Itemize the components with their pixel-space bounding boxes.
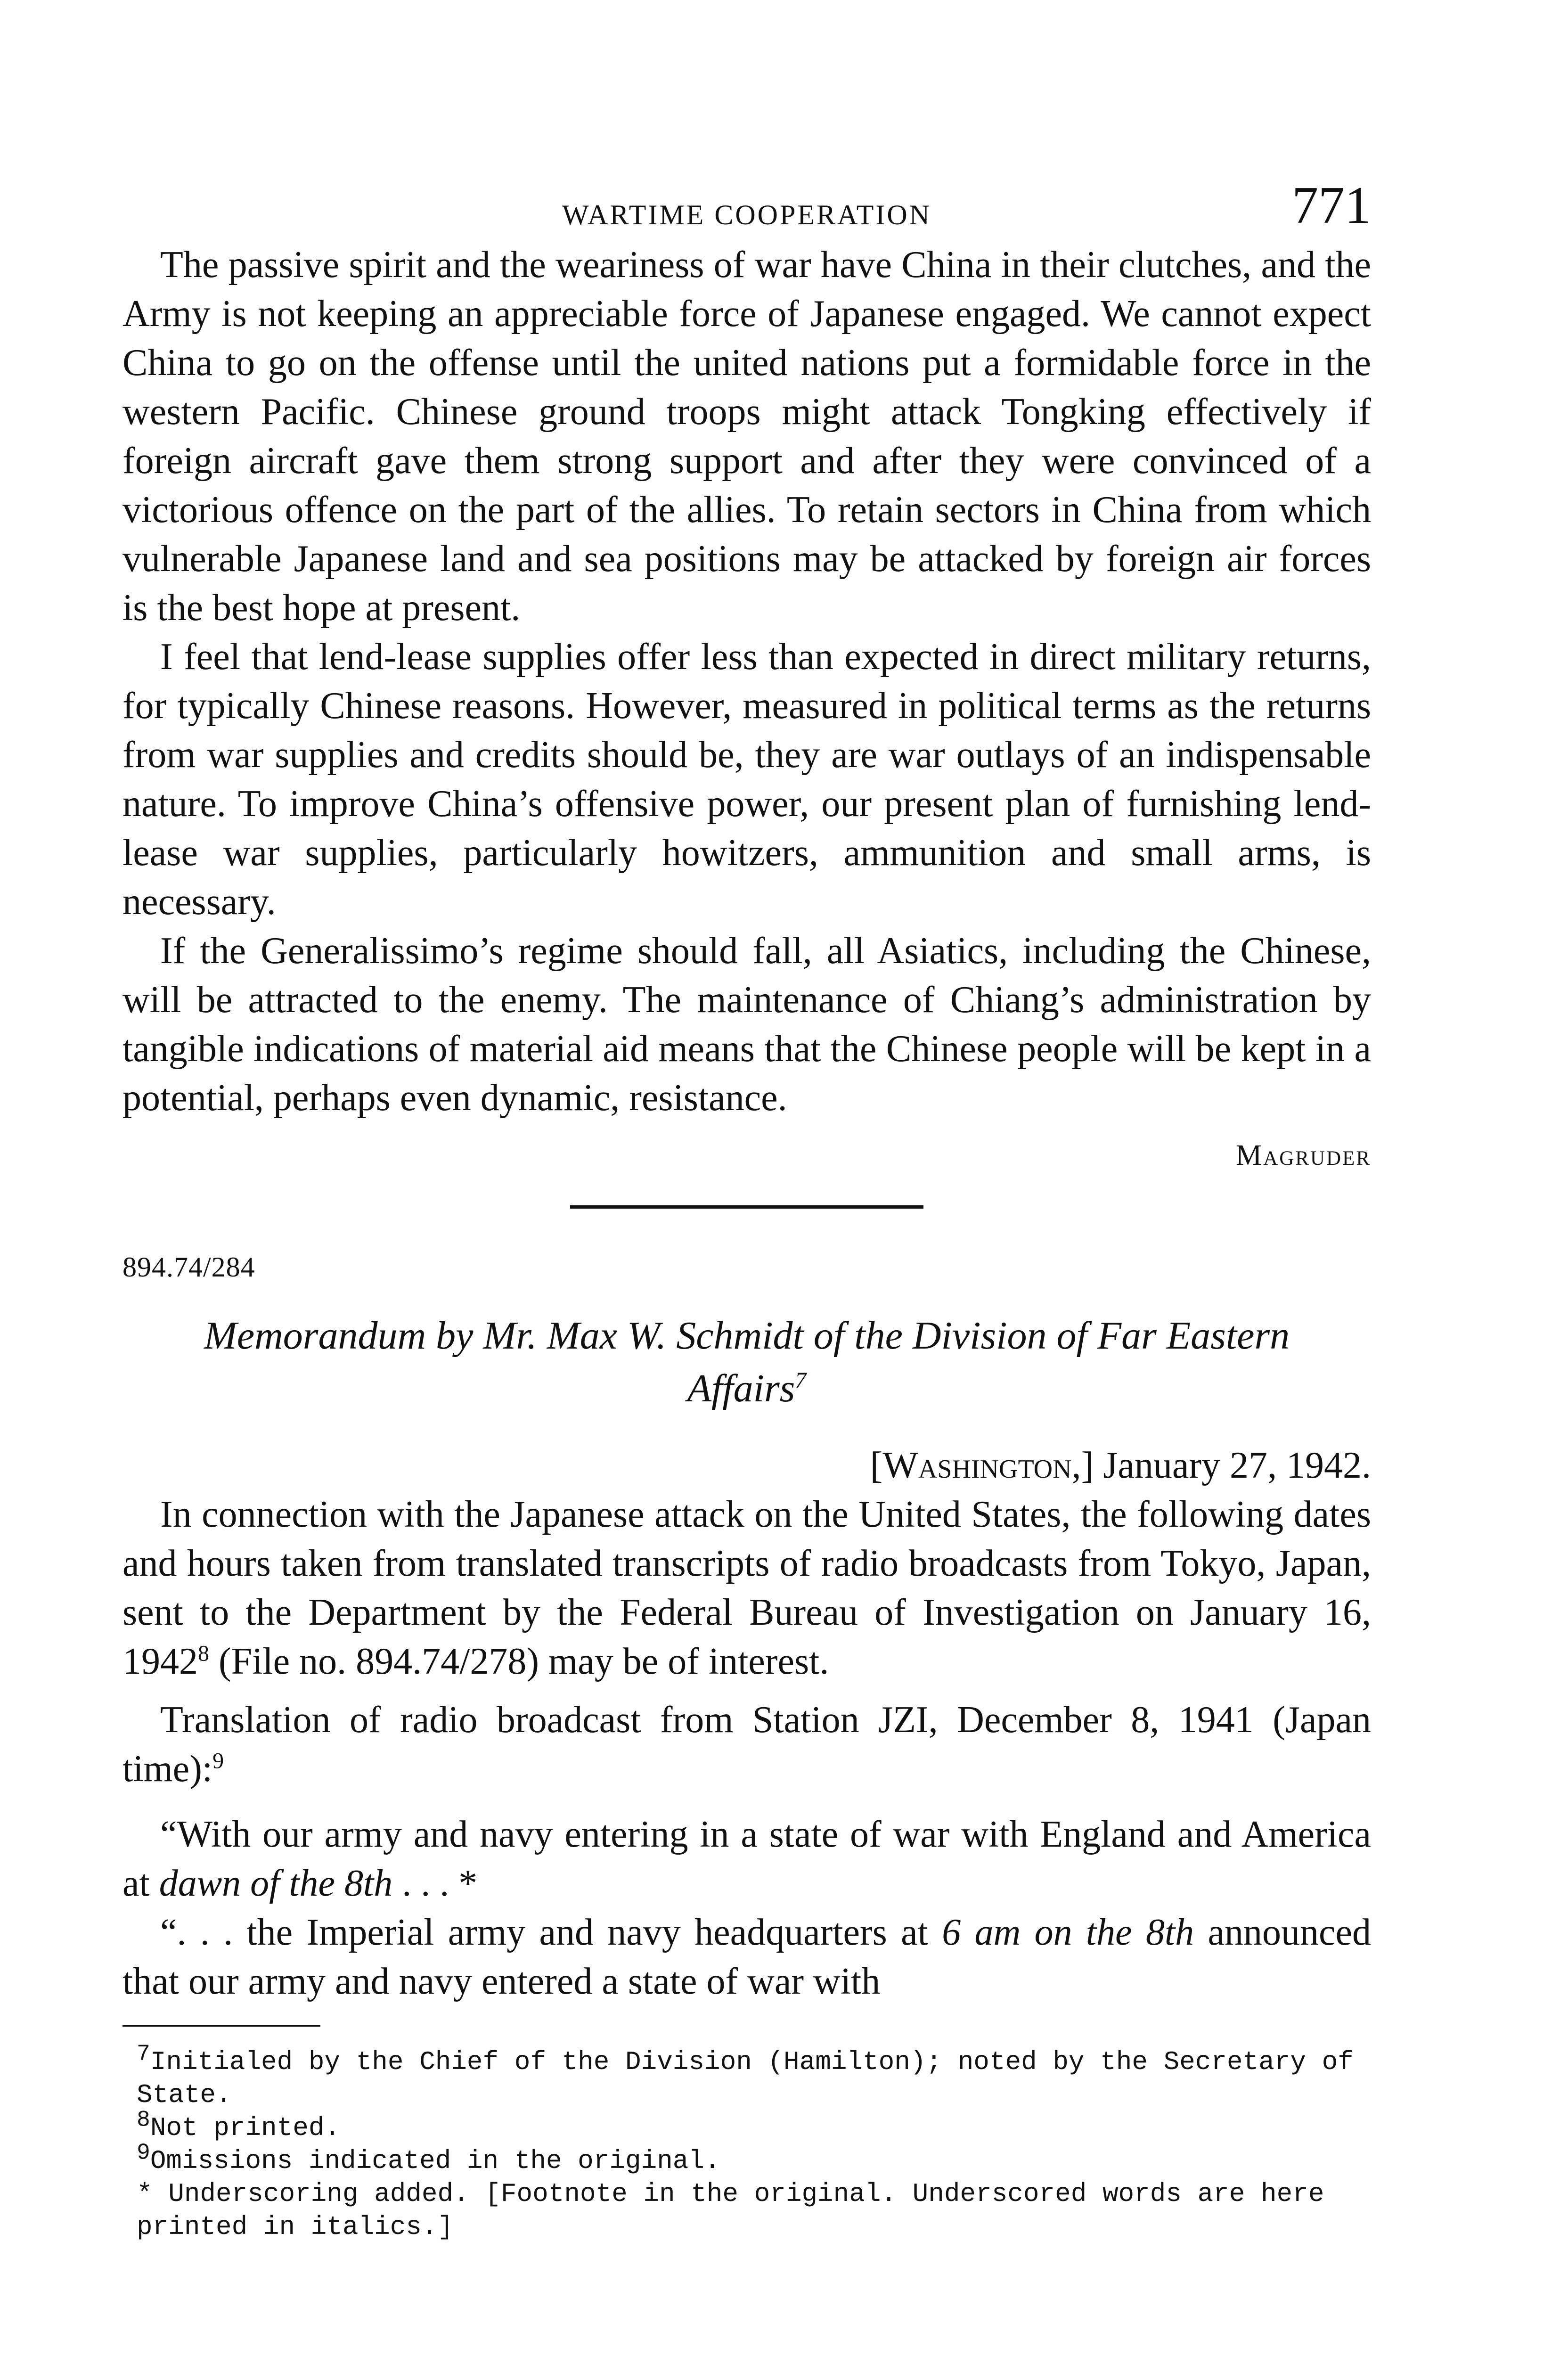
footnote-ref-8: 8: [198, 1641, 209, 1666]
footnote-asterisk: * Underscoring added. [Footnote in the original. Underscored words are here printed in italics.]: [137, 2179, 1324, 2242]
memo-paragraph-2: Translation of radio broadcast from Station JZI, December 8, 1941 (Japan time):$^9$: [122, 1699, 1371, 1790]
footnote-ref-7: 7: [795, 1368, 807, 1393]
letter-paragraph-3: If the Generalissimo’s regime should fall, all Asiatics, including the Chinese, will be attracted to the enemy. The maintenance of Chiang’s administration by tangible indications of material aid means that the Chinese people will be kept in a potential, perhaps even dynamic, resistance.: [122, 930, 1371, 1119]
footnote-9: $^9$Omissions indicated in the original.: [137, 2140, 720, 2176]
running-header: [122, 176, 1371, 240]
page-number: 771: [1292, 176, 1371, 235]
file-number: 894.74/284: [122, 1252, 255, 1283]
document-page: [122, 176, 1372, 2243]
memo-title-line-2: Affairs: [687, 1366, 795, 1410]
footnote-8: $^8$Not printed.: [137, 2107, 341, 2143]
signature: Magruder: [1236, 1139, 1371, 1171]
dateline-date: January 27, 1942.: [1103, 1445, 1371, 1486]
quote-1: “With our army and navy entering in a state of war with England and America at dawn of the 8th . . . *: [122, 1814, 1371, 1904]
letter-body: [122, 240, 1371, 1172]
quote-1-italic: dawn of the 8th: [159, 1863, 393, 1904]
footnote-7: $^7$Initialed by the Chief of the Division (Hamilton); noted by the Secretary of State.: [137, 2041, 1354, 2110]
quote-2: “. . . the Imperial army and navy headquarters at 6 am on the 8th announced that our army and navy entered a state of war with: [122, 1912, 1372, 2002]
footnotes: [122, 2041, 1371, 2243]
quote-2-italic: 6 am on the 8th: [942, 1912, 1194, 1953]
letter-paragraph-2: I feel that lend-lease supplies offer less than expected in direct military returns, for typically Chinese reasons. However, measured in political terms as the returns from war supplies and credits should be, they are war outlays of an indispensable nature. To improve China’s offensive power, our present plan of furnishing lend-lease war supplies, particularly howitzers, ammunition and small arms, is necessary.: [122, 636, 1371, 923]
dateline-place: Washington,: [882, 1445, 1081, 1486]
footnote-divider: [122, 2025, 320, 2027]
memo-paragraph-1: In connection with the Japanese attack on the United States, the following dates and hours taken from translated transcripts of radio broadcasts from Tokyo, Japan, sent to the Department by the Federal Bureau of Investigation on January 16, 1942$^8$ (File no. 894.74/278) may be of interest.: [122, 1494, 1371, 1682]
running-title: WARTIME COOPERATION: [562, 199, 932, 230]
footnote-ref-9: 9: [212, 1748, 224, 1774]
memo-title-line-1: Memorandum by Mr. Max W. Schmidt of the Division of Far Eastern: [204, 1314, 1290, 1358]
dateline: [Washington,] January 27, 1942.: [870, 1445, 1371, 1486]
memo-title: [122, 1309, 1371, 1415]
letter-paragraph-1: The passive spirit and the weariness of war have China in their clutches, and the Army is not keeping an appreciable force of Japanese engaged. We cannot expect China to go on the offense until the united nations put a formidable force in the western Pacific. Chinese ground troops might attack Tongking effectively if foreign aircraft gave them strong support and after they were convinced of a victorious offence on the part of the allies. To retain sectors in China from which vulnerable Japanese land and sea positions may be attacked by foreign air forces is the best hope at present.: [122, 244, 1371, 629]
section-divider: [570, 1205, 923, 1209]
